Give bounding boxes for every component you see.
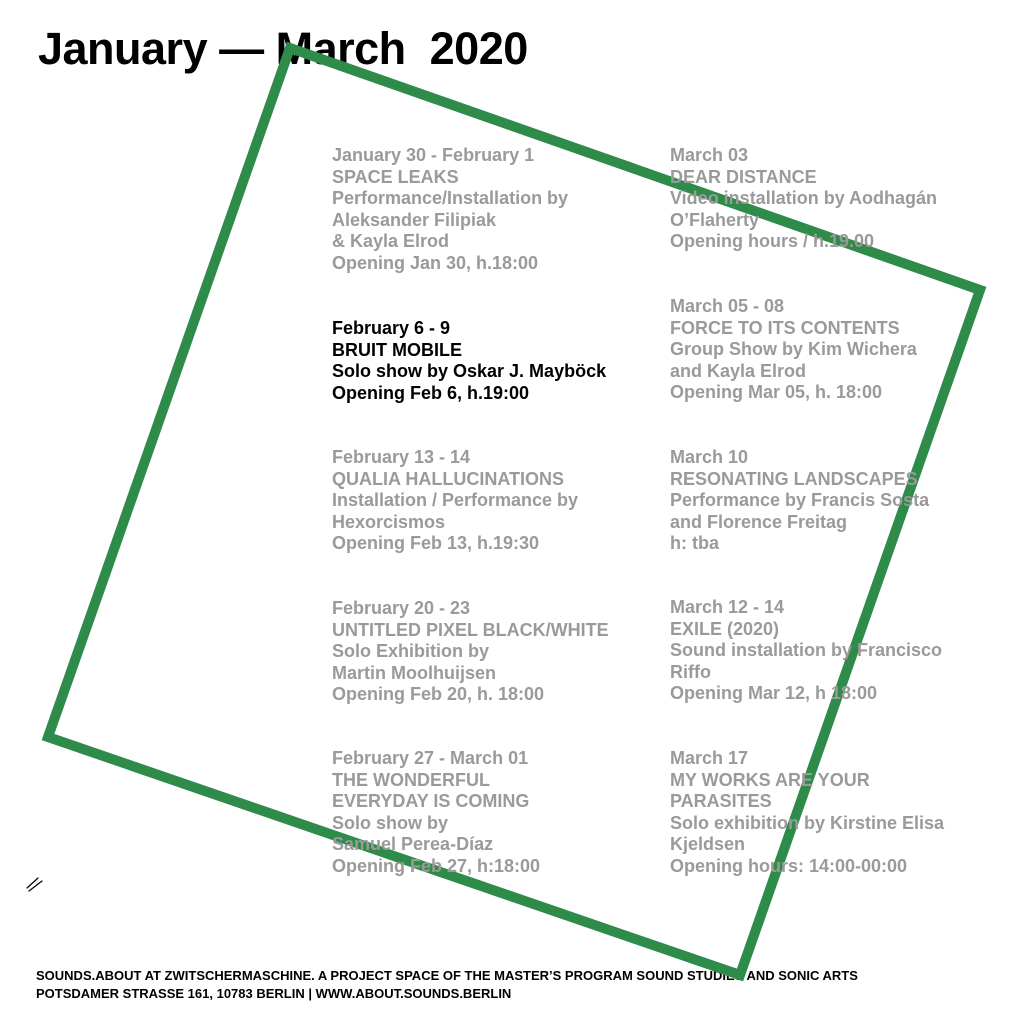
event-title: THE WONDERFUL [332,769,490,790]
event-date: February 27 - March 01 [332,748,529,768]
event-detail: and Kayla Elrod [670,360,807,381]
event-detail: & Kayla Elrod [332,231,450,252]
event-detail: Group Show by Kim Wichera [670,339,917,360]
event-date: March 12 - 14 [670,597,785,617]
event-date: February 6 - 9 [332,318,451,338]
event-title: FORCE TO ITS CONTENTS [670,317,900,338]
event-detail: Aleksander Filipiak [332,209,497,230]
event-detail: EVERYDAY IS COMING [332,791,530,812]
event-opening: Opening Feb 27, h:18:00 [332,855,541,876]
event-opening: Opening Jan 30, h.18:00 [332,252,539,273]
event-detail: Sound installation by Francisco [670,640,943,661]
event-detail: O’Flaherty [670,209,760,230]
footer-address: POTSDAMER STRASSE 161, 10783 BERLIN | WWW.ABOUT.SOUNDS.BERLIN [36,986,512,1001]
event-block [670,447,929,555]
event-detail: Installation / Performance by [332,490,579,511]
event-date: February 13 - 14 [332,447,471,467]
event-opening: Opening hours / h.19.00 [670,231,875,252]
footer [36,967,858,1003]
event-opening: Opening Mar 12, h 18:00 [670,683,878,704]
event-detail: and Florence Freitag [670,511,848,532]
event-title: UNTITLED PIXEL BLACK/WHITE [332,619,609,640]
event-block [332,598,609,706]
event-block [332,318,606,404]
event-date: March 03 [670,145,749,165]
event-block [332,145,568,275]
event-block [670,748,944,878]
event-title: EXILE (2020) [670,618,780,639]
event-date: January 30 - February 1 [332,145,535,165]
event-date: March 05 - 08 [670,296,785,316]
event-block [670,296,917,404]
event-detail: Solo Exhibition by [332,641,489,662]
event-detail: Riffo [670,661,711,682]
event-detail: Hexorcismos [332,511,446,532]
event-title: DEAR DISTANCE [670,166,817,187]
event-detail: Solo show by [332,812,449,833]
pen-stroke-mark [24,868,46,892]
event-title: BRUIT MOBILE [332,339,462,360]
event-detail: Solo exhibition by Kirstine Elisa [670,812,945,833]
event-detail: PARASITES [670,791,772,812]
event-opening: Opening Feb 20, h. 18:00 [332,684,545,705]
event-date: March 17 [670,748,749,768]
footer-venue: SOUNDS.ABOUT AT ZWITSCHERMASCHINE. A PROJECT SPACE OF THE MASTER’S PROGRAM SOUND STUDIES AND SONIC ARTS [36,968,858,983]
event-opening: Opening Mar 05, h. 18:00 [670,382,883,403]
event-block [332,447,578,555]
page-title: January — March 2020 [38,23,528,74]
event-date: February 20 - 23 [332,598,471,618]
event-title: MY WORKS ARE YOUR [670,769,870,790]
event-detail: Kjeldsen [670,834,746,855]
event-opening: Opening hours: 14:00-00:00 [670,855,908,876]
event-block [670,145,937,253]
event-block [670,597,942,705]
event-title: QUALIA HALLUCINATIONS [332,468,564,489]
event-block [332,748,540,878]
event-detail: Samuel Perea-Díaz [332,834,494,855]
event-detail: Solo show by Oskar J. Mayböck [332,361,607,382]
event-date: March 10 [670,447,749,467]
event-title: RESONATING LANDSCAPES [670,468,918,489]
event-detail: Performance by Francis Sosta [670,490,930,511]
event-detail: Performance/Installation by [332,188,569,209]
event-opening: h: tba [670,533,719,554]
event-detail: Video installation by Aodhagán [670,188,938,209]
event-title: SPACE LEAKS [332,166,459,187]
event-detail: Martin Moolhuijsen [332,662,496,683]
event-opening: Opening Feb 6, h.19:00 [332,382,530,403]
event-opening: Opening Feb 13, h.19:30 [332,533,540,554]
